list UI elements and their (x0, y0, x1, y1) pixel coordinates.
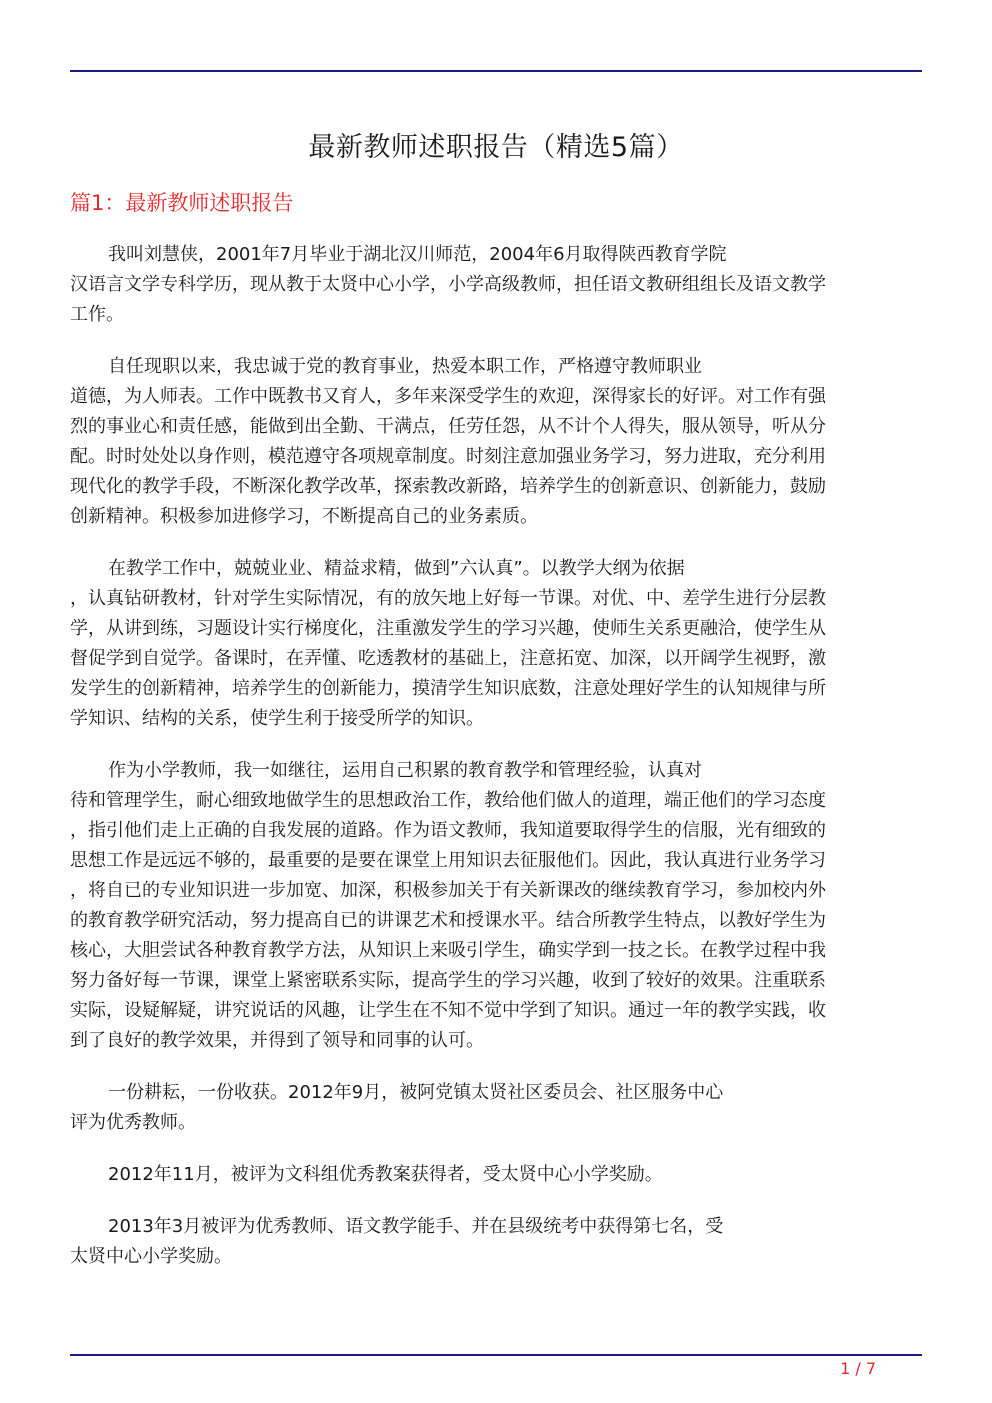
footer-rule (70, 1354, 922, 1356)
paragraph-line: 在教学工作中，兢兢业业、精益求精，做到”六认真”。以教学大纲为依据 (108, 558, 685, 579)
paragraph-line: ，将自已的专业知识进一步加宽、加深，积极参加关于有关新课改的继续教育学习，参加校内外 (70, 880, 826, 901)
paragraph-line: 工作。 (70, 304, 124, 325)
paragraph-line: 核心，大胆尝试各种教育教学方法，从知识上来吸引学生，确实学到一技之长。在教学过程中我 (70, 940, 826, 961)
paragraph-line: 汉语言文学专科学历，现从教于太贤中心小学，小学高级教师，担任语文教研组组长及语文教学 (70, 274, 826, 295)
document-body (70, 240, 922, 1294)
paragraph-line: 发学生的创新精神，培养学生的创新能力，摸清学生知识底数，注意处理好学生的认知规律与所 (70, 678, 826, 699)
paragraph-line: ，认真钻研教材，针对学生实际情况，有的放矢地上好每一节课。对优、中、差学生进行分层教 (70, 588, 826, 609)
paragraph-line: 评为优秀教师。 (70, 1112, 196, 1133)
paragraph-line: 配。时时处处以身作则，模范遵守各项规章制度。时刻注意加强业务学习，努力进取，充分利用 (70, 446, 826, 467)
paragraph-line: ，指引他们走上正确的自我发展的道路。作为语文教师，我知道要取得学生的信服，光有细致的 (70, 820, 826, 841)
paragraph-line: 自任现职以来，我忠诚于党的教育事业，热爱本职工作，严格遵守教师职业 (108, 356, 702, 377)
body-paragraph (70, 554, 922, 734)
paragraph-line: 督促学到自觉学。备课时，在弄懂、吃透教材的基础上，注意拓宽、加深，以开阔学生视野，激 (70, 648, 826, 669)
paragraph-line: 实际，设疑解疑，讲究说话的风趣，让学生在不知不觉中学到了知识。通过一年的教学实践，收 (70, 1000, 826, 1021)
paragraph-line: 一份耕耘，一份收获。2012年9月，被阿党镇太贤社区委员会、社区服务中心 (108, 1082, 724, 1103)
body-paragraph (70, 1212, 922, 1272)
paragraph-line: 作为小学教师，我一如继往，运用自己积累的教育教学和管理经验，认真对 (108, 760, 702, 781)
paragraph-line: 创新精神。积极参加进修学习，不断提高自己的业务素质。 (70, 506, 538, 527)
paragraph-line: 现代化的教学手段，不断深化教学改革，探索教改新路，培养学生的创新意识、创新能力，鼓励 (70, 476, 826, 497)
paragraph-line: 烈的事业心和责任感，能做到出全勤、干满点，任劳任怨，从不计个人得失，服从领导，听从分 (70, 416, 826, 437)
paragraph-line: 2013年3月被评为优秀教师、语文教学能手、并在县级统考中获得第七名，受 (108, 1216, 724, 1237)
page-number: 1 / 7 (840, 1359, 876, 1378)
paragraph-line: 思想工作是远远不够的，最重要的是要在课堂上用知识去征服他们。因此，我认真进行业务学习 (70, 850, 826, 871)
document-title: 最新教师述职报告（精选5篇） (308, 132, 684, 163)
paragraph-line: 我叫刘慧侠，2001年7月毕业于湖北汉川师范，2004年6月取得陕西教育学院 (108, 244, 727, 265)
body-paragraph (70, 352, 922, 532)
paragraph-line: 的教育教学研究活动，努力提高自已的讲课艺术和授课水平。结合所教学生特点，以教好学生为 (70, 910, 826, 931)
paragraph-line: 道德，为人师表。工作中既教书又育人，多年来深受学生的欢迎，深得家长的好评。对工作有强 (70, 386, 826, 407)
paragraph-line: 太贤中心小学奖励。 (70, 1246, 232, 1267)
paragraph-line: 2012年11月，被评为文科组优秀教案获得者，受太贤中心小学奖励。 (108, 1164, 663, 1185)
section-heading: 篇1：最新教师述职报告 (70, 191, 294, 215)
body-paragraph (70, 1160, 922, 1190)
body-paragraph (70, 1078, 922, 1138)
body-paragraph (70, 756, 922, 1056)
paragraph-line: 学知识、结构的关系，使学生利于接受所学的知识。 (70, 708, 484, 729)
header-rule (70, 70, 922, 72)
paragraph-line: 努力备好每一节课，课堂上紧密联系实际，提高学生的学习兴趣，收到了较好的效果。注重联系 (70, 970, 826, 991)
paragraph-line: 到了良好的教学效果，并得到了领导和同事的认可。 (70, 1030, 484, 1051)
body-paragraph (70, 240, 922, 330)
paragraph-line: 待和管理学生，耐心细致地做学生的思想政治工作，教给他们做人的道理，端正他们的学习态度 (70, 790, 826, 811)
paragraph-line: 学，从讲到练，习题设计实行梯度化，注重激发学生的学习兴趣，使师生关系更融洽，使学生从 (70, 618, 826, 639)
